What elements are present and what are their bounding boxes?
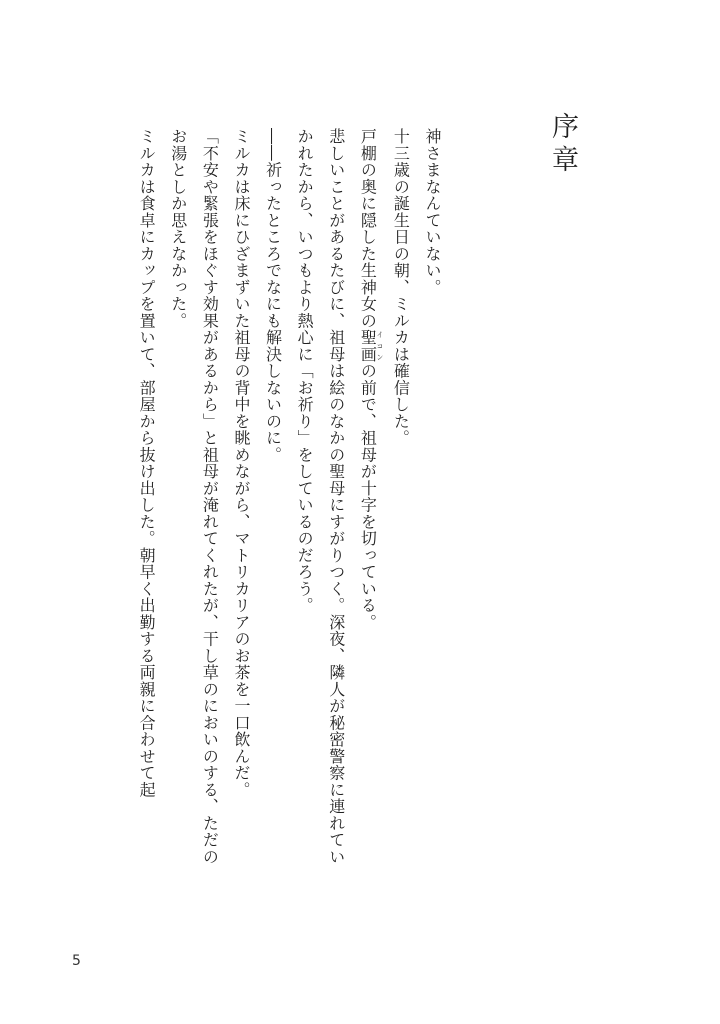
ruby-base: 聖画 (358, 329, 378, 363)
paragraph-3-before: 戸棚の奥に隠した生神女の (358, 128, 378, 329)
paragraph-3-after: の前で、祖母が十字を切っている。 (358, 362, 378, 631)
body-text (131, 128, 448, 868)
paragraph-3 (352, 128, 384, 868)
icon-ruby (358, 329, 384, 363)
paragraph-1: 神さまなんていない。 (423, 128, 442, 296)
chapter-title: 序章 (547, 112, 578, 178)
paragraph-2: 十三歳の誕生日の朝、ミルカは確信した。 (391, 128, 411, 447)
ruby-reading: イコン (375, 329, 384, 363)
paragraph-6: ミルカは床にひざまずいた祖母の背中を眺めながら、マトリカリアのお茶を一口飲んだ。 (231, 128, 251, 798)
paragraph-7: 「不安や緊張をほぐす効果があるから」と祖母が淹れてくれたが、干し草のにおいのする、ただのお湯としか思えなかった。 (168, 128, 220, 865)
paragraph-4: 悲しいことがあるたびに、祖母は絵のなかの聖母にすがりつく。深夜、隣人が秘密警察に連れていかれたから、いつもより熱心に「お祈り」をしているのだろう。 (295, 128, 346, 865)
page-number: 5 (72, 953, 81, 969)
paragraph-5: ――祈ったところでなにも解決しないのに。 (263, 128, 283, 463)
paragraph-8: ミルカは食卓にカップを置いて、部屋から抜け出した。朝早く出勤する両親に合わせて起 (137, 128, 157, 798)
